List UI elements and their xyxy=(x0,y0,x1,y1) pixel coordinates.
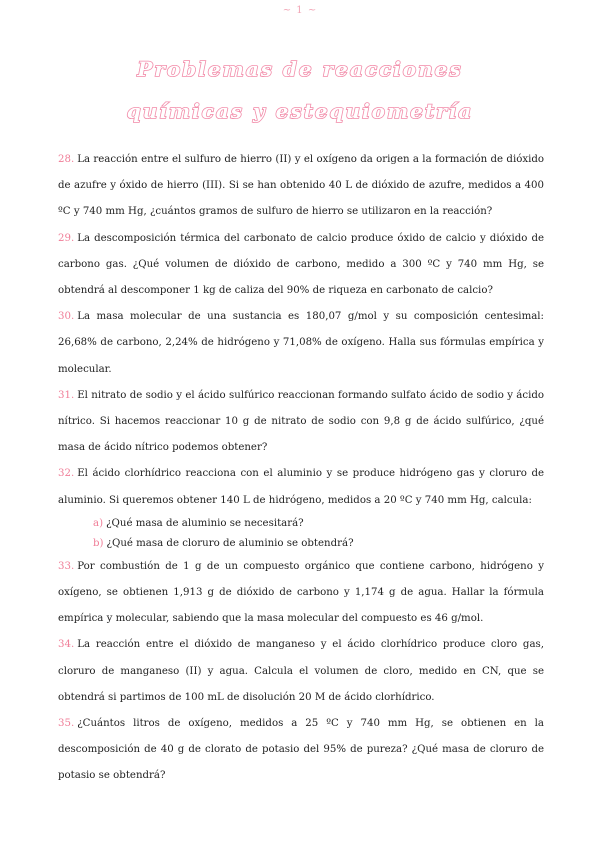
problem-text: La reacción entre el dióxido de manganeso y el ácido clorhídrico produce cloro gas, cloruro de manganeso (II) y agua. Calcula el volumen de cloro, medido en CN, que se obtendrá si partimos de 100 mL de disolución 20 M de ácido clorhídrico. xyxy=(58,639,544,703)
problem-number: 33. xyxy=(58,560,75,572)
problem-text: La masa molecular de una sustancia es 180,07 g/mol y su composición centesimal: 26,68% de carbono, 2,24% de hidrógeno y 71,08% de oxígeno. Halla sus fórmulas empírica y molecular. xyxy=(58,311,544,375)
problem-30 xyxy=(58,304,544,383)
subitem-text: ¿Qué masa de aluminio se necesitará? xyxy=(106,517,304,529)
problem-32 xyxy=(58,461,544,513)
problem-text: La reacción entre el sulfuro de hierro (II) y el oxígeno da origen a la formación de dióxido de azufre y óxido de hierro (III). Si se han obtenido 40 L de dióxido de azufre, medidos a 400 ºC y 740 mm Hg, ¿cuántos gramos de sulfuro de hierro se utilizaron en la reacción? xyxy=(58,154,544,218)
page-title: Problemas de reacciones químicas y estequiometría xyxy=(126,57,474,123)
problem-text: El ácido clorhídrico reacciona con el aluminio y se produce hidrógeno gas y cloruro de aluminio. Si queremos obtener 140 L de hidrógeno, medidos a 20 ºC y 740 mm Hg, calcula: xyxy=(58,468,544,506)
problem-number: 32. xyxy=(58,468,75,480)
problem-31 xyxy=(58,383,544,462)
problem-text: La descomposición térmica del carbonato de calcio produce óxido de calcio y dióxido de carbono gas. ¿Qué volumen de dióxido de carbono, medido a 300 ºC y 740 mm Hg, se obtendrá al descomponer 1 kg de caliza del 90% de riqueza en carbonato de calcio? xyxy=(58,232,544,297)
problem-text: Por combustión de 1 g de un compuesto orgánico que contiene carbono, hidrógeno y oxígeno, se obtienen 1,913 g de dióxido de carbono y 1,174 g de agua. Hallar la fórmula empírica y molecular, sabiendo que la masa molecular del compuesto es 46 g/mol. xyxy=(58,560,544,625)
problem-list xyxy=(58,147,544,790)
problem-28 xyxy=(58,147,544,226)
problem-32-subitems xyxy=(58,514,544,554)
problem-number: 28. xyxy=(58,154,75,165)
page-number: ~ 1 ~ xyxy=(282,5,318,16)
problem-number: 35. xyxy=(58,718,75,730)
problem-number: 29. xyxy=(58,232,75,244)
subitem-text: ¿Qué masa de cloruro de aluminio se obtendrá? xyxy=(106,537,354,549)
problem-number: 34. xyxy=(58,639,75,651)
problem-34 xyxy=(58,632,544,711)
problem-text: ¿Cuántos litros de oxígeno, medidos a 25 ºC y 740 mm Hg, se obtienen en la descomposición de 40 g de clorato de potasio del 95% de pureza? ¿Qué masa de cloruro de potasio se obtendrá? xyxy=(58,718,544,782)
subitem-a xyxy=(93,514,544,534)
problem-text: El nitrato de sodio y el ácido sulfúrico reaccionan formando sulfato ácido de sodio y ácido nítrico. Si hacemos reaccionar 10 g de nitrato de sodio con 9,8 g de ácido sulfúrico, ¿qué masa de ácido nítrico podemos obtener? xyxy=(58,389,544,454)
problem-33 xyxy=(58,554,544,633)
subitem-b xyxy=(93,534,544,554)
problem-29 xyxy=(58,226,544,305)
problem-number: 30. xyxy=(58,311,75,323)
problem-number: 31. xyxy=(58,389,75,401)
problem-35 xyxy=(58,711,544,790)
subitem-letter: a) xyxy=(93,517,104,529)
subitem-letter: b) xyxy=(93,537,104,549)
